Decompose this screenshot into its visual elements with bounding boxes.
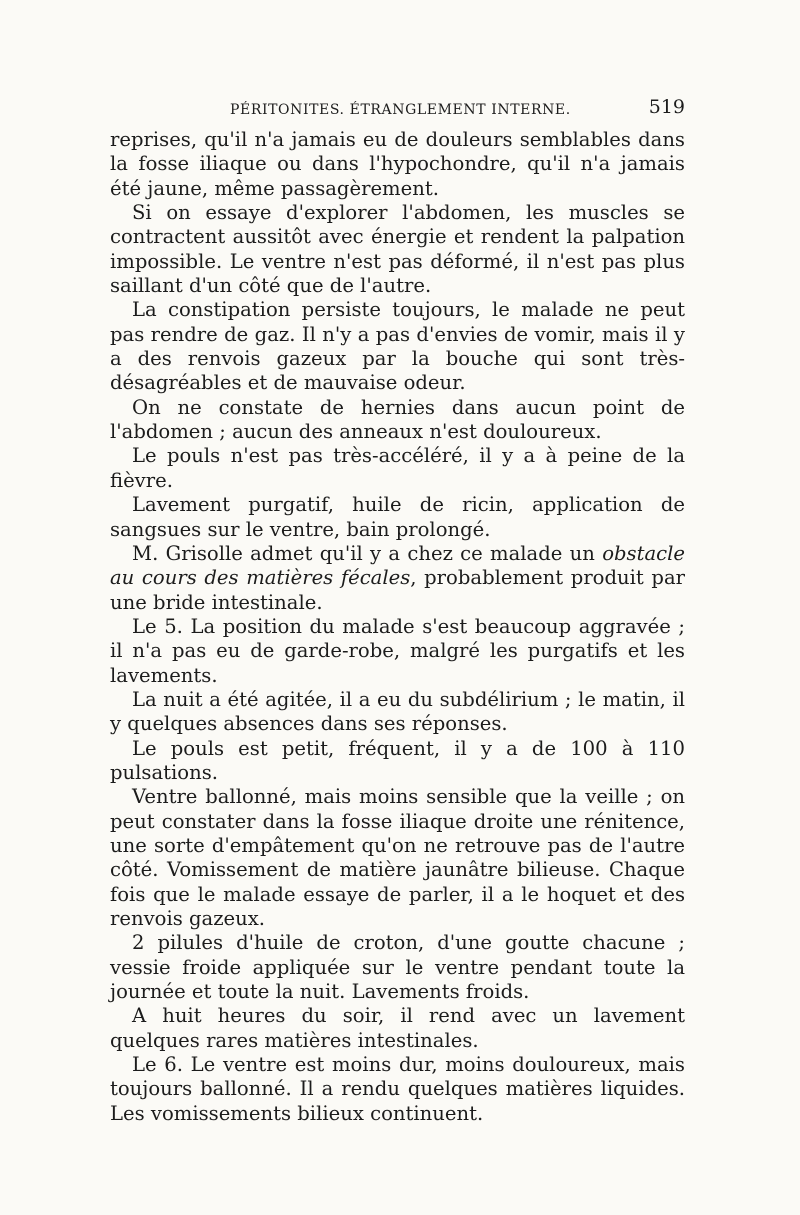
running-title: PÉRITONITES. ÉTRANGLEMENT INTERNE.	[230, 102, 571, 118]
paragraph: On ne constate de hernies dans aucun point de l'abdomen ; aucun des anneaux n'est douloureux.	[110, 395, 685, 444]
running-head	[110, 96, 685, 122]
paragraph: La constipation persiste toujours, le malade ne peut pas rendre de gaz. Il n'y a pas d'envies de vomir, mais il y a des renvois gazeux par la bouche qui sont très-désagréables et de mauvaise odeur.	[110, 298, 685, 395]
body-text	[110, 128, 685, 1126]
paragraph: La nuit a été agitée, il a eu du subdélirium ; le matin, il y quelques absences dans ses réponses.	[110, 687, 685, 736]
italic-phrase: obstacle au cours des matières fécales	[110, 541, 685, 590]
paragraph-text: M. Grisolle admet qu'il y a chez ce malade un	[132, 541, 603, 565]
paragraph: Ventre ballonné, mais moins sensible que la veille ; on peut constater dans la fosse iliaque droite une rénitence, une sorte d'empâtement qu'on ne retrouve pas de l'autre côté. Vomissement de matière jaunâtre bilieuse. Chaque fois que le malade essaye de parler, il a le hoquet et des renvois gazeux.	[110, 785, 685, 930]
paragraph: A huit heures du soir, il rend avec un lavement quelques rares matières intestinales.	[110, 1004, 685, 1052]
page-number: 519	[648, 96, 685, 118]
paragraph: Lavement purgatif, huile de ricin, application de sangsues sur le ventre, bain prolongé.	[110, 493, 685, 541]
paragraph: Le pouls n'est pas très-accéléré, il y a à peine de la fièvre.	[110, 444, 685, 492]
paragraph: Le 5. La position du malade s'est beaucoup aggravée ; il n'a pas eu de garde-robe, malgré les purgatifs et les lavements.	[110, 614, 685, 687]
paragraph-text: , probablement produit par une bride intestinale.	[110, 566, 686, 614]
paragraph: Le pouls est petit, fréquent, il y a de 100 à 110 pulsations.	[110, 736, 685, 784]
paragraph	[110, 542, 685, 615]
paragraph: Le 6. Le ventre est moins dur, moins douloureux, mais toujours ballonné. Il a rendu quelques matières liquides. Les vomissements bilieux continuent.	[110, 1053, 685, 1125]
paragraph: reprises, qu'il n'a jamais eu de douleurs semblables dans la fosse iliaque ou dans l'hypochondre, qu'il n'a jamais été jaune, même passagèrement.	[110, 128, 685, 200]
paragraph: Si on essaye d'explorer l'abdomen, les muscles se contractent aussitôt avec énergie et rendent la palpation impossible. Le ventre n'est pas déformé, il n'est pas plus saillant d'un côté que de l'autre.	[110, 201, 685, 298]
paragraph: 2 pilules d'huile de croton, d'une goutte chacune ; vessie froide appliquée sur le ventre pendant toute la journée et toute la nuit. Lavements froids.	[110, 931, 685, 1004]
